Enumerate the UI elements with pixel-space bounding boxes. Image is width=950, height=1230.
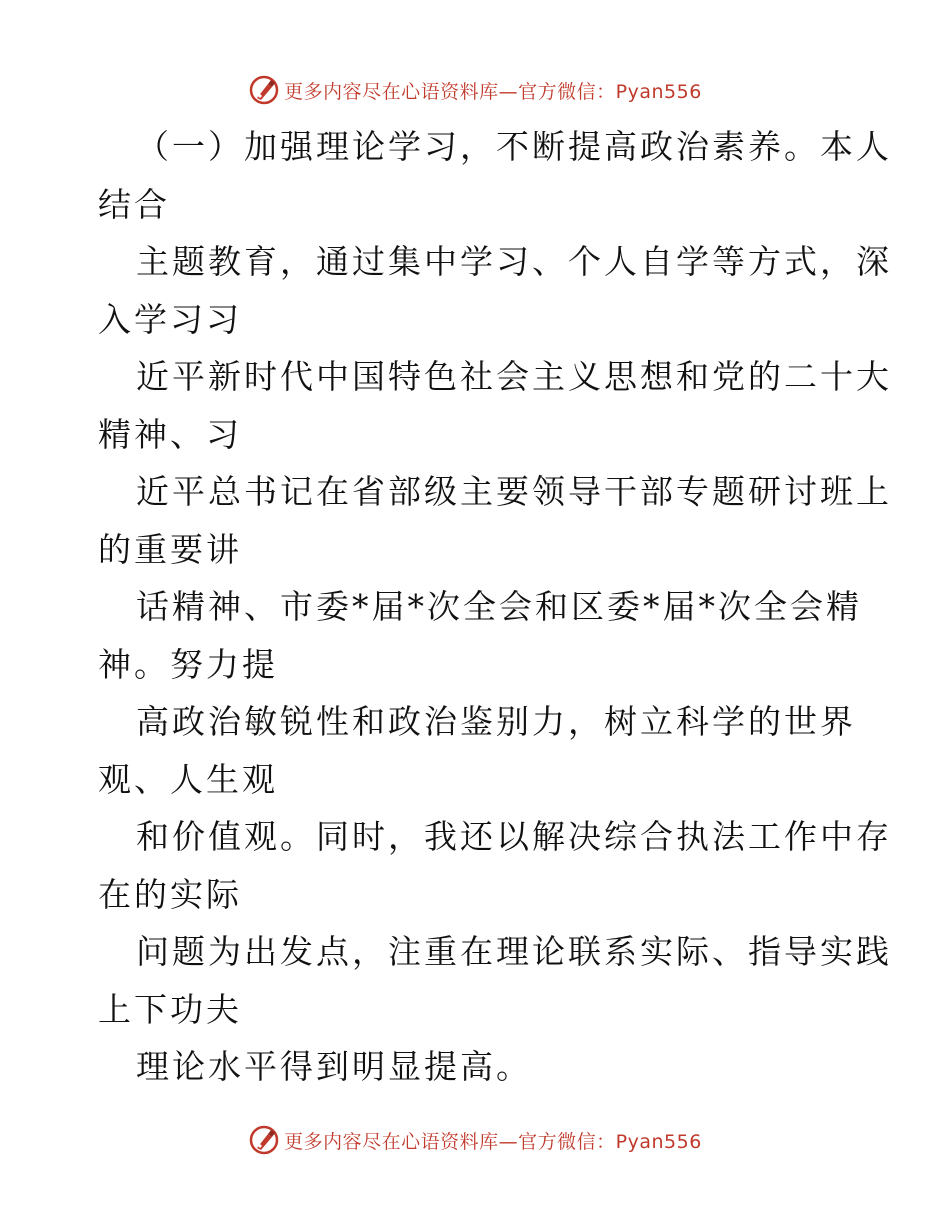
text-line: （一）加强理论学习，不断提高政治素养。本人 — [136, 127, 892, 166]
text-line: 精神、习 — [98, 414, 242, 454]
text-line: 神。努力提 — [98, 644, 278, 684]
header-watermark-text: 更多内容尽在心语资料库—官方微信：Pyan556 — [284, 80, 702, 103]
text-line: 话精神、市委*届*次全会和区委*届*次全会精 — [136, 587, 862, 626]
text-line: 问题为出发点，注重在理论联系实际、指导实践 — [136, 932, 892, 971]
text-line: 和价值观。同时，我还以解决综合执法工作中存 — [136, 817, 892, 856]
footer-watermark — [0, 1120, 950, 1160]
document-body — [98, 118, 892, 1096]
text-line: 在的实际 — [98, 874, 242, 914]
text-line: 观、人生观 — [98, 759, 278, 799]
footer-watermark-text: 更多内容尽在心语资料库—官方微信：Pyan556 — [284, 1130, 702, 1153]
pen-logo-icon — [248, 1124, 280, 1156]
text-line: 理论水平得到明显提高。 — [136, 1047, 532, 1086]
text-line: 主题教育，通过集中学习、个人自学等方式，深 — [136, 242, 892, 281]
header-watermark — [0, 70, 950, 110]
text-line: 高政治敏锐性和政治鉴别力，树立科学的世界 — [136, 702, 856, 741]
text-line: 近平新时代中国特色社会主义思想和党的二十大 — [136, 357, 892, 396]
text-line: 的重要讲 — [98, 529, 242, 569]
pen-logo-icon — [248, 74, 280, 106]
text-line: 上下功夫 — [98, 989, 242, 1029]
text-line: 结合 — [98, 184, 170, 224]
text-line: 近平总书记在省部级主要领导干部专题研讨班上 — [136, 472, 892, 511]
text-line: 入学习习 — [98, 299, 242, 339]
